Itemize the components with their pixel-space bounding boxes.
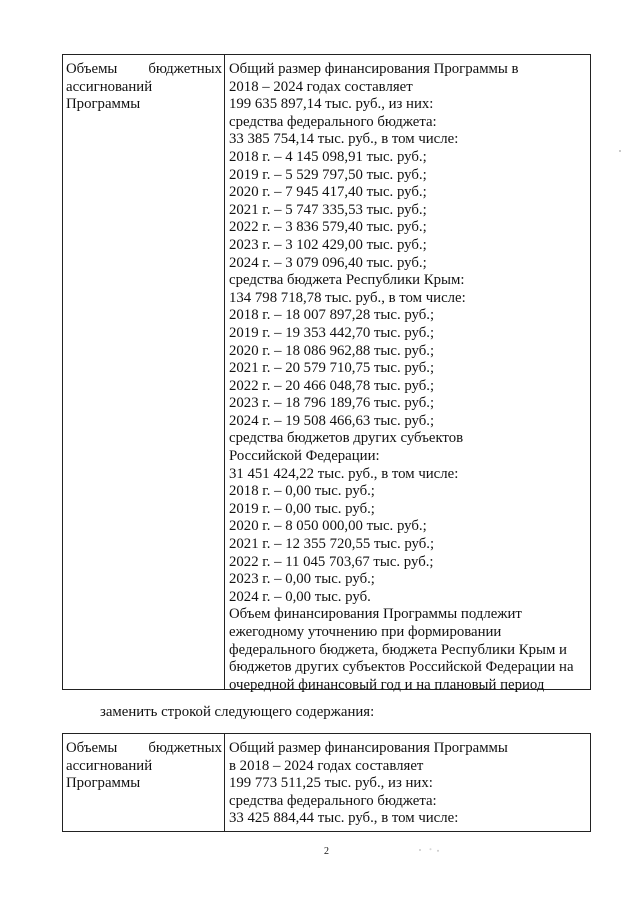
label-line: [66, 740, 222, 758]
funding-table-new: [62, 733, 591, 832]
value-line: 134 798 718,78 тыс. руб., в том числе:: [229, 289, 466, 306]
value-line: 2023 г. – 3 102 429,00 тыс. руб.;: [229, 236, 427, 253]
value-line: 2024 г. – 19 508 466,63 тыс. руб.;: [229, 412, 435, 429]
value-line: средства бюджета Республики Крым:: [229, 272, 465, 289]
value-line: 2018 – 2024 годах составляет: [229, 78, 413, 95]
value-line: 2024 г. – 0,00 тыс. руб.: [229, 588, 371, 605]
value-line: 2019 г. – 0,00 тыс. руб.;: [229, 500, 375, 517]
value-line: 2020 г. – 8 050 000,00 тыс. руб.;: [229, 518, 427, 535]
replacement-statement: заменить строкой следующего содержания:: [100, 704, 375, 720]
value-line: 2018 г. – 0,00 тыс. руб.;: [229, 483, 375, 500]
value-line: ежегодному уточнению при формировании: [229, 624, 502, 640]
value-line: 2022 г. – 3 836 579,40 тыс. руб.;: [229, 219, 427, 236]
value-line: 2023 г. – 0,00 тыс. руб.;: [229, 571, 375, 588]
label-line: Программы: [66, 775, 141, 792]
value-line: в 2018 – 2024 годах составляет: [229, 757, 424, 774]
label-word: бюджетных: [148, 740, 222, 756]
label-word: Объемы: [66, 61, 118, 77]
label-word: Объемы: [66, 740, 118, 756]
value-line: 199 773 511,25 тыс. руб., из них:: [229, 775, 433, 792]
value-line: 2021 г. – 12 355 720,55 тыс. руб.;: [229, 536, 435, 553]
value-line: бюджетов других субъектов Российской Федерации на: [229, 659, 574, 676]
table-value-cell: [225, 734, 590, 831]
value-line: 2021 г. – 20 579 710,75 тыс. руб.;: [229, 360, 435, 377]
page-number: 2: [324, 846, 329, 857]
value-line: средства федерального бюджета:: [229, 792, 437, 809]
value-line: 2022 г. – 20 466 048,78 тыс. руб.;: [229, 377, 435, 394]
value-line: средства федерального бюджета:: [229, 113, 437, 130]
value-line: 2023 г. – 18 796 189,76 тыс. руб.;: [229, 395, 435, 412]
value-line: 2018 г. – 18 007 897,28 тыс. руб.;: [229, 307, 435, 324]
table-label-cell: [63, 55, 225, 689]
value-line: Объем финансирования Программы подлежит: [229, 606, 522, 623]
value-line: 2020 г. – 18 086 962,88 тыс. руб.;: [229, 342, 435, 359]
value-line: 2019 г. – 5 529 797,50 тыс. руб.;: [229, 166, 427, 183]
value-line: Российской Федерации:: [229, 448, 380, 465]
value-line: федерального бюджета, бюджета Республики Крым и: [229, 641, 567, 658]
label-line: Программы: [66, 96, 141, 113]
value-line: Общий размер финансирования Программы в: [229, 61, 519, 77]
value-line: 2020 г. – 7 945 417,40 тыс. руб.;: [229, 184, 427, 201]
table-label-cell: [63, 734, 225, 831]
label-line: [66, 61, 222, 79]
label-word: бюджетных: [148, 61, 222, 77]
value-line: 2021 г. – 5 747 335,53 тыс. руб.;: [229, 201, 427, 218]
value-line: 199 635 897,14 тыс. руб., из них:: [229, 96, 434, 113]
value-line: 31 451 424,22 тыс. руб., в том числе:: [229, 465, 459, 482]
value-line: 2018 г. – 4 145 098,91 тыс. руб.;: [229, 148, 427, 165]
value-line: Общий размер финансирования Программы: [229, 740, 508, 756]
value-line: 33 385 754,14 тыс. руб., в том числе:: [229, 131, 459, 148]
funding-table-old: [62, 54, 591, 693]
scan-speck: [414, 846, 444, 854]
value-line: 2024 г. – 3 079 096,40 тыс. руб.;: [229, 254, 427, 271]
label-line: ассигнований: [66, 78, 153, 95]
value-line: средства бюджетов других субъектов: [229, 430, 464, 447]
value-line: 2019 г. – 19 353 442,70 тыс. руб.;: [229, 324, 435, 341]
value-line: очередной финансовый год и на плановый период: [229, 676, 545, 693]
scan-speck: [619, 150, 621, 152]
value-line: 2022 г. – 11 045 703,67 тыс. руб.;: [229, 553, 434, 570]
label-line: ассигнований: [66, 757, 153, 774]
value-line: 33 425 884,44 тыс. руб., в том числе:: [229, 810, 459, 827]
table-value-cell: [225, 55, 590, 693]
